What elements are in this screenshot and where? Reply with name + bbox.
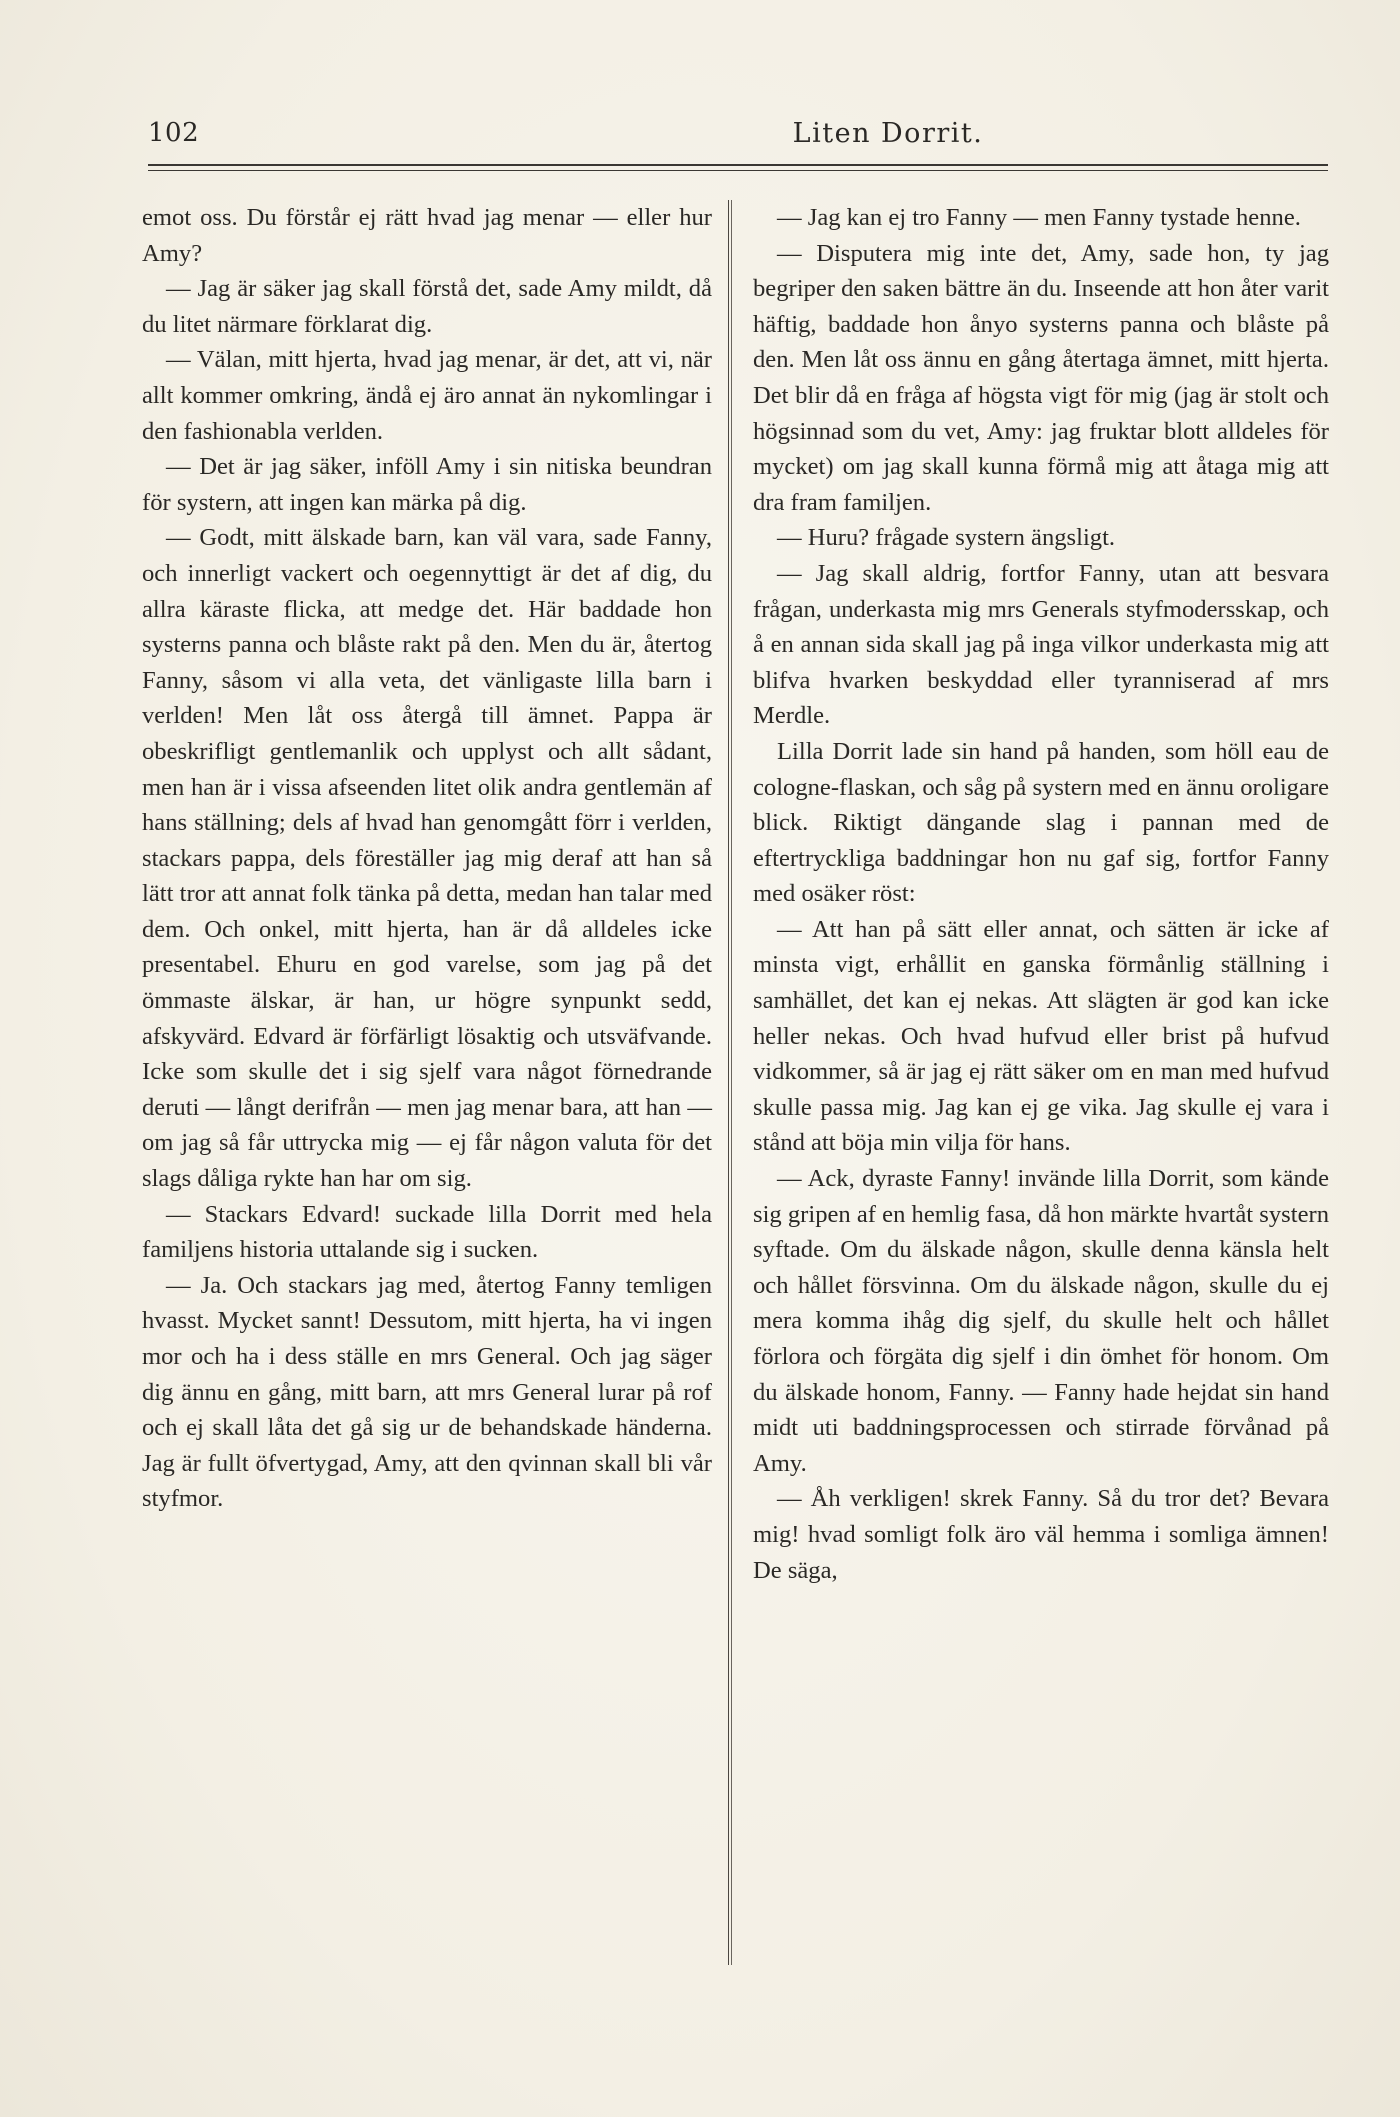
header-rule-top [148,164,1328,166]
paragraph: emot oss. Du förstår ej rätt hvad jag menar — eller hur Amy? [142,204,712,267]
paragraph: — Det är jag säker, inföll Amy i sin nitiska beundran för systern, att ingen kan märka på dig. [142,453,712,516]
paragraph: — Jag kan ej tro Fanny — men Fanny tystade henne. [777,204,1301,231]
paragraph: — Godt, mitt älskade barn, kan väl vara, sade Fanny, och innerligt vackert och oegennyttigt är det af dig, du allra käraste flicka, att medge det. Här baddade hon systerns panna och blåste rakt på den. Men du är, återtog Fanny, såsom vi alla veta, det vänligaste lilla barn i verlden! Men låt oss återgå till ämnet. Pappa är obeskrifligt gentlemanlik och upplyst och allt sådant, men han är i vissa afseenden litet olik andra gentlemän af hans ställning; dels af hvad han genomgått förr i verlden, stackars pappa, dels föreställer jag mig deraf att han så lätt tror att annat folk tänka på detta, medan han talar med dem. Och onkel, mitt hjerta, han är då alldeles icke presentabel. Ehuru en god varelse, som jag på det ömmaste älskar, är han, ur högre synpunkt sedd, afskyvärd. Edvard är förfärligt lösaktig och utsväfvande. Icke som skulle det i sig sjelf vara något förnedrande deruti — långt derifrån — men jag menar bara, att han — om jag så får uttrycka mig — ej får någon valuta för det slags dåliga rykte han har om sig. [142,524,712,1193]
page-number: 102 [148,118,200,148]
paragraph: — Åh verkligen! skrek Fanny. Så du tror det? Bevara mig! hvad somligt folk äro väl hemma i somliga ämnen! De säga, [753,1485,1329,1584]
paragraph: — Ack, dyraste Fanny! invände lilla Dorrit, som kände sig gripen af en hemlig fasa, då hon märkte hvartåt systern syftade. Om du älskade någon, skulle denna känsla helt och hållet försvinna. Om du älskade någon, skulle du ej mera komma ihåg dig sjelf, du skulle helt och hållet förlora och förgäta dig sjelf i din ömhet för honom. Om du älskade honom, Fanny. — Fanny hade hejdat sin hand midt uti baddningsprocessen och stirrade förvånad på Amy. [753,1165,1329,1477]
paragraph: Lilla Dorrit lade sin hand på handen, som höll eau de cologne-flaskan, och såg på systern med en ännu oroligare blick. Riktigt dängande slag i pannan med de eftertryckliga baddningar hon nu gaf sig, fortfor Fanny med osäker röst: [753,737,1329,908]
right-text-column [753,200,1329,1588]
paragraph: — Ja. Och stackars jag med, återtog Fanny temligen hvasst. Mycket sannt! Dessutom, mitt hjerta, ha vi ingen mor och ha i dess ställe en mrs General. Och jag säger dig ännu en gång, mitt barn, att mrs General lurar på rof och ej skall låta det gå sig ur de behandskade händerna. Jag är fullt öfvertygad, Amy, att den qvinnan skall bli vår styfmor. [142,1271,712,1513]
paragraph: — Jag är säker jag skall förstå det, sade Amy mildt, då du litet närmare förklarat dig. [142,275,712,338]
left-text-column [142,200,712,1517]
page-header [148,118,1323,158]
paragraph: — Att han på sätt eller annat, och sätten är icke af minsta vigt, erhållit en ganska förmånlig ställning i samhället, det kan ej nekas. Att slägten är god kan icke heller nekas. Och hvad hufvud eller brist på hufvud vidkommer, så är jag ej rätt säker om en man med hufvud skulle passa mig. Jag kan ej ge vika. Jag skulle ej vara i stånd att böja min vilja för hans. [753,915,1329,1157]
paragraph: — Jag skall aldrig, fortfor Fanny, utan att besvara frågan, underkasta mig mrs Generals styfmodersskap, och å en annan sida skall jag på inga vilkor underkasta mig att blifva hvarken beskyddad eller tyranniserad af mrs Merdle. [753,559,1329,730]
paragraph: — Huru? frågade systern ängsligt. [777,524,1116,552]
paragraph: — Disputera mig inte det, Amy, sade hon, ty jag begriper den saken bättre än du. Inseende att hon åter varit häftig, baddade hon ånyo systerns panna och blåste på den. Men låt oss ännu en gång återtaga ämnet, mitt hjerta. Det blir då en fråga af högsta vigt för mig (jag är stolt och högsinnad som du vet, Amy: jag fruktar blott alldeles för mycket) om jag skall kunna förmå mig att åtaga mig att dra fram familjen. [753,239,1329,516]
running-title: Liten Dorrit. [792,118,984,149]
paragraph: — Stackars Edvard! suckade lilla Dorrit med hela familjens historia uttalande sig i sucken. [142,1200,712,1264]
header-rule-bottom [148,170,1328,171]
column-divider [731,200,732,1965]
column-divider [728,200,729,1965]
paragraph: — Välan, mitt hjerta, hvad jag menar, är det, att vi, när allt kommer omkring, ändå ej äro annat än nykomlingar i den fashionabla verlden. [142,346,712,445]
